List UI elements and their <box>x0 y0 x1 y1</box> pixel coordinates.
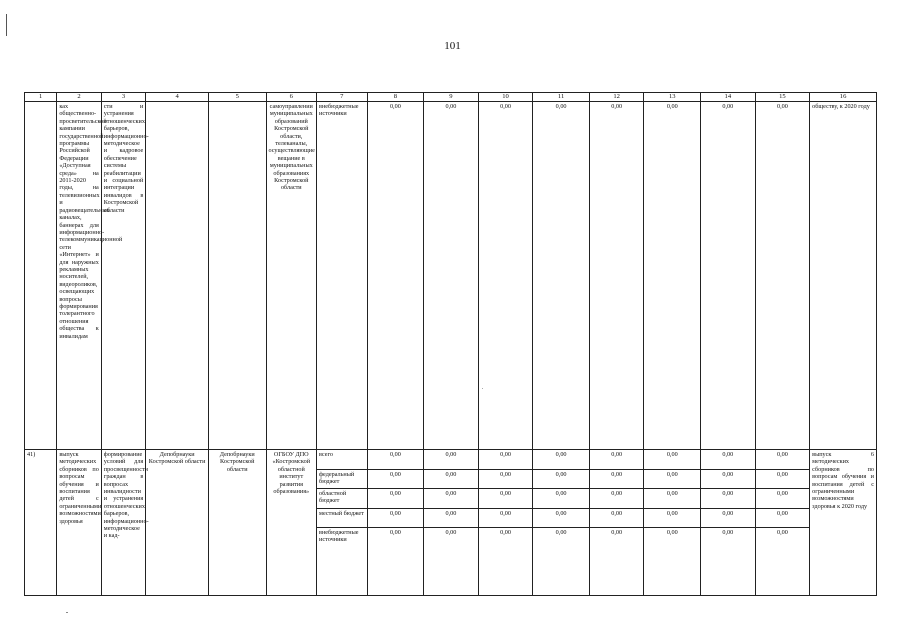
column-header-16: 16 <box>810 93 877 102</box>
value-cell: 0,00 <box>368 450 424 469</box>
year-values-cell <box>478 450 533 596</box>
value-cell: 0,00 <box>368 469 424 489</box>
year-values-cell <box>701 450 756 596</box>
scan-speck <box>66 612 68 613</box>
year-values-cell <box>589 450 644 596</box>
responsible-cell <box>208 102 266 450</box>
value-cell: 0,00 <box>756 469 810 489</box>
column-header-14: 14 <box>701 93 756 102</box>
value-cell: 0,00 <box>590 508 644 528</box>
value-cell: 0,00 <box>722 529 734 536</box>
year-values-list <box>368 450 424 547</box>
page-number: 101 <box>444 40 461 52</box>
value-cell: 0,00 <box>756 450 810 469</box>
value-cell: 0,00 <box>666 529 678 536</box>
program-measures-table <box>24 92 877 596</box>
value-cell: 0,00 <box>478 102 533 450</box>
value-cell: 0,00 <box>368 489 424 509</box>
table-header-row <box>25 93 877 102</box>
value-cell: 0,00 <box>424 469 478 489</box>
value-cell: 0,00 <box>555 529 567 536</box>
value-cell: 0,00 <box>644 469 700 489</box>
value-cell: 0,00 <box>756 489 810 509</box>
value-cell: 0,00 <box>701 102 756 450</box>
column-header-5: 5 <box>208 93 266 102</box>
responsible-cell: Депобрнауки Костромской области <box>208 450 266 596</box>
funding-source-label: внебюджетные источники <box>319 529 359 544</box>
column-header-3: 3 <box>101 93 145 102</box>
column-header-8: 8 <box>367 93 424 102</box>
goal-cell: сти и устранения отношенческих барьеров, информационно-методическое и кадровое обеспечение системы реабилитации и социальной интеграции инвалидов в Костромской области <box>101 102 145 450</box>
funding-source-label: областной бюджет <box>317 489 367 509</box>
value-cell: 0,00 <box>644 489 700 509</box>
column-header-9: 9 <box>424 93 479 102</box>
funding-source-label: всего <box>317 450 367 469</box>
value-cell: 0,00 <box>776 529 788 536</box>
value-cell: 0,00 <box>755 102 810 450</box>
value-cell: 0,00 <box>756 508 810 528</box>
value-cell: 0,00 <box>533 102 590 450</box>
value-cell: 0,00 <box>479 469 533 489</box>
value-cell: 0,00 <box>590 489 644 509</box>
value-cell: 0,00 <box>445 529 457 536</box>
value-cell: 0,00 <box>611 529 623 536</box>
program-table-container <box>24 92 877 596</box>
value-cell: 0,00 <box>424 489 478 509</box>
column-header-13: 13 <box>644 93 701 102</box>
value-cell: 0,00 <box>533 450 589 469</box>
value-cell: 0,00 <box>644 102 701 450</box>
column-header-7: 7 <box>317 93 368 102</box>
value-cell: 0,00 <box>644 450 700 469</box>
executor-cell: самоуправлении муниципальных образований Костромской области, телеканалы, осуществляющие вещание в муниципальных образованиях Костромской области <box>266 102 317 450</box>
year-values-list <box>533 450 589 547</box>
year-values-list <box>756 450 810 547</box>
scan-margin-mark <box>6 14 7 36</box>
value-cell: 0,00 <box>701 508 755 528</box>
year-values-list <box>644 450 700 547</box>
column-header-2: 2 <box>57 93 101 102</box>
column-header-15: 15 <box>755 93 810 102</box>
scan-speck <box>482 388 483 389</box>
column-header-11: 11 <box>533 93 590 102</box>
column-header-1: 1 <box>25 93 57 102</box>
year-values-list <box>701 450 755 547</box>
year-values-cell <box>424 450 479 596</box>
year-values-list <box>424 450 478 547</box>
value-cell: 0,00 <box>424 450 478 469</box>
value-cell: 0,00 <box>424 102 479 450</box>
value-cell: 0,00 <box>533 469 589 489</box>
column-header-12: 12 <box>589 93 644 102</box>
coordinator-cell: Депобрнауки Костромской области <box>146 450 209 596</box>
value-cell: 0,00 <box>589 102 644 450</box>
coordinator-cell <box>146 102 209 450</box>
year-values-list <box>590 450 644 547</box>
value-cell: 0,00 <box>644 508 700 528</box>
funding-source-label: местный бюджет <box>317 508 367 528</box>
column-header-6: 6 <box>266 93 317 102</box>
value-cell: 0,00 <box>533 508 589 528</box>
column-header-10: 10 <box>478 93 533 102</box>
value-cell: 0,00 <box>479 508 533 528</box>
row-number-cell <box>25 102 57 450</box>
expected-result-cell: обществу, к 2020 году <box>810 102 877 450</box>
year-values-cell <box>644 450 701 596</box>
value-cell: 0,00 <box>701 489 755 509</box>
value-cell: 0,00 <box>701 469 755 489</box>
year-values-cell <box>755 450 810 596</box>
funding-sources-list <box>317 450 367 547</box>
year-values-cell <box>367 450 424 596</box>
value-cell: 0,00 <box>389 529 401 536</box>
value-cell: 0,00 <box>590 469 644 489</box>
year-values-list <box>479 450 533 547</box>
value-cell: 0,00 <box>701 450 755 469</box>
goal-cell: формирование условий для просвещенности граждан в вопросах инвалидности и устранения отношенческих барьеров, информационно-методическое и кад- <box>101 450 145 596</box>
year-values-cell <box>533 450 590 596</box>
table-row <box>25 450 877 596</box>
expected-result-cell: выпуск 6 методических сборников по вопросам обучения и воспитания детей с ограниченными возможностями здоровья к 2020 году <box>810 450 877 596</box>
row-number-cell: 41) <box>25 450 57 596</box>
value-cell: 0,00 <box>590 450 644 469</box>
executor-cell: ОГБОУ ДПО «Костромской областной институт развития образования» <box>266 450 317 596</box>
value-cell: 0,00 <box>368 508 424 528</box>
value-cell: 0,00 <box>533 489 589 509</box>
value-cell: 0,00 <box>500 529 511 536</box>
funding-sources-cell <box>317 450 368 596</box>
column-header-4: 4 <box>146 93 209 102</box>
value-cell: 0,00 <box>367 102 424 450</box>
measure-name-cell: ках общественно-просветительской кампании государственной программы Российской Федерации «Доступная среда» на 2011-2020 годы, на телевизионных и радиовещательных каналах, баннерах для информационно-телекоммуникационной сети «Интернет» и для наружных рекламных носителей, видеороликов, освещающих вопросы формирования толерантного отношения общества к инвалидам <box>57 102 101 450</box>
value-cell: 0,00 <box>479 450 533 469</box>
value-cell: 0,00 <box>424 508 478 528</box>
measure-name-cell: выпуск методических сборников по вопросам обучения и воспитания детей с ограниченными возможностями здоровья <box>57 450 101 596</box>
funding-source-cell: внебюджетные источники <box>317 102 368 450</box>
funding-source-label: федеральный бюджет <box>317 469 367 489</box>
table-row <box>25 102 877 450</box>
value-cell: 0,00 <box>479 489 533 509</box>
